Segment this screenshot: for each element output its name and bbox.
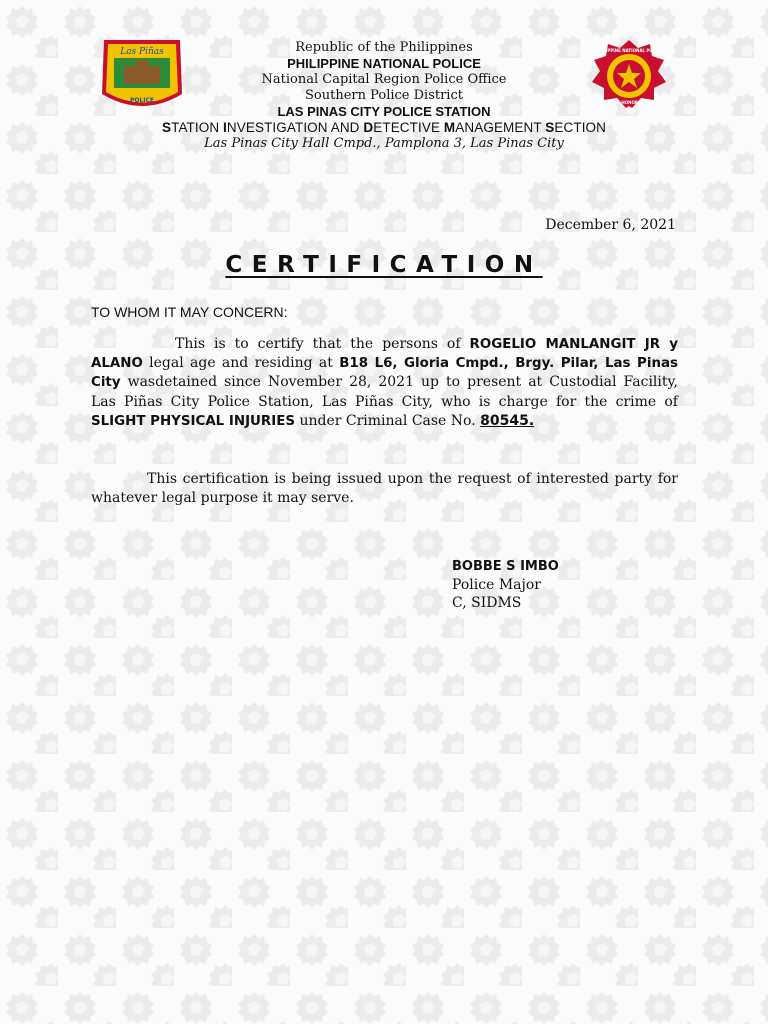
signature-block bbox=[452, 558, 559, 612]
header-section: STATION INVESTIGATION AND DETECTIVE MANAGEMENT SECTION bbox=[161, 120, 607, 135]
header-ncrpo: National Capital Region Police Office bbox=[261, 72, 507, 87]
signatory-name: BOBBE S IMBO bbox=[452, 559, 559, 574]
subject-name: ROGELIO MANLANGIT JR y ALANO bbox=[91, 337, 678, 372]
signatory-position: C, SIDMS bbox=[452, 595, 522, 611]
letterhead bbox=[100, 40, 668, 152]
certification-body: This is to certify that the persons of ROGELIO MANLANGIT JR y ALANO legal age and residing at B18 L6, Gloria Cmpd., Brgy. Pilar, Las Pinas City wasdetained since November 28, 2021 up to present at Custodial Facility, Las Piñas City Police Station, Las Piñas City, who is charge for the crime of SLIGHT PHYSICAL INJURIES under Criminal Case No. 80545. bbox=[91, 336, 678, 429]
signatory-rank: Police Major bbox=[452, 577, 541, 593]
svg-text:POLICE: POLICE bbox=[129, 97, 155, 104]
header-pnp: PHILIPPINE NATIONAL POLICE bbox=[287, 56, 481, 71]
document-title: CERTIFICATION bbox=[225, 252, 543, 278]
subject-address: B18 L6, Gloria Cmpd., Brgy. Pilar, Las Pinas City bbox=[91, 356, 678, 391]
salutation: TO WHOM IT MAY CONCERN: bbox=[91, 304, 288, 320]
svg-text:Las Piñas: Las Piñas bbox=[120, 47, 164, 57]
case-number: 80545. bbox=[480, 412, 535, 429]
crime: SLIGHT PHYSICAL INJURIES bbox=[91, 413, 296, 429]
header-address: Las Pinas City Hall Cmpd., Pamplona 3, Las Pinas City bbox=[204, 136, 564, 151]
header-station: LAS PINAS CITY POLICE STATION bbox=[277, 104, 491, 119]
svg-text:PHILIPPINE NATIONAL POLICE: PHILIPPINE NATIONAL POLICE bbox=[595, 48, 663, 53]
header-district: Southern Police District bbox=[305, 88, 463, 103]
document-date: December 6, 2021 bbox=[545, 217, 676, 233]
svg-text:SERVICE HONOR JUSTICE: SERVICE HONOR JUSTICE bbox=[601, 100, 657, 105]
purpose-paragraph: This certification is being issued upon the request of interested party for whatever legal purpose it may serve. bbox=[91, 471, 678, 507]
header-republic: Republic of the Philippines bbox=[295, 40, 473, 55]
